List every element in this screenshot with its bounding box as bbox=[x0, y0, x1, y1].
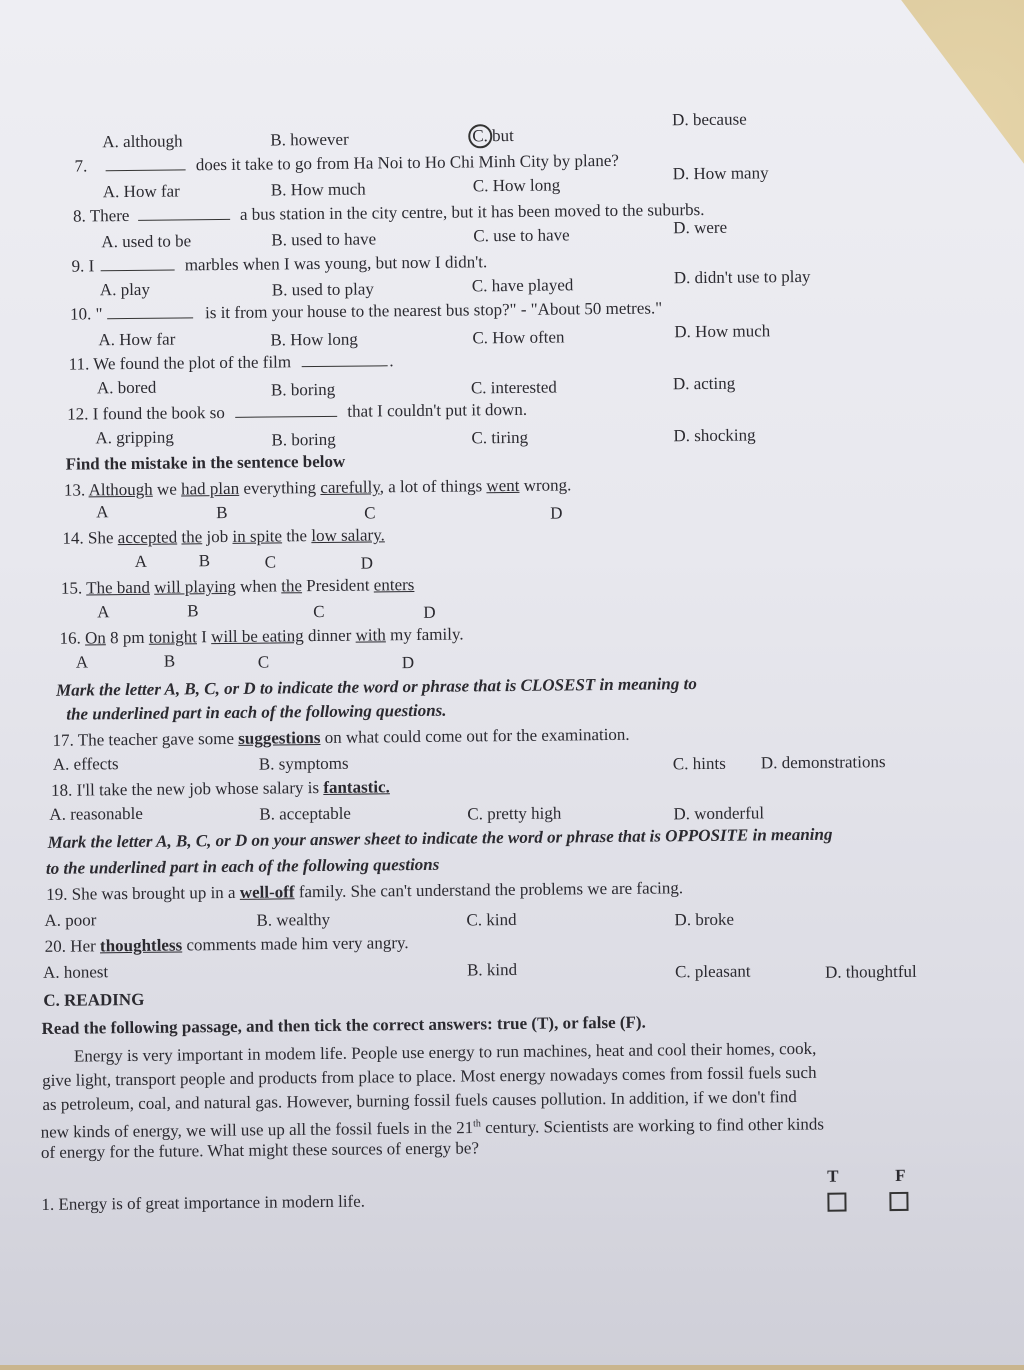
q15-word: when bbox=[240, 576, 278, 596]
q18-option-d[interactable]: D. wonderful bbox=[673, 803, 765, 824]
q18-option-b[interactable]: B. acceptable bbox=[259, 803, 352, 824]
q7-option-c[interactable]: C. How long bbox=[472, 175, 561, 196]
passage-line-4 bbox=[41, 1111, 825, 1143]
q14-underlined-d: low salary. bbox=[311, 525, 385, 546]
question-7 bbox=[74, 151, 618, 177]
reading-instructions: Read the following passage, and then tick the correct answers: true (T), or false (F). bbox=[41, 1012, 646, 1038]
q7-text: does it take to go from Ha Noi to Ho Chi Minh City by plane? bbox=[195, 150, 619, 175]
q16-label-b[interactable]: B bbox=[163, 651, 176, 671]
q8-option-a[interactable]: A. used to be bbox=[101, 231, 192, 252]
q14-underlined-a: accepted bbox=[117, 527, 178, 548]
question-9 bbox=[72, 252, 488, 276]
q17-key-word: suggestions bbox=[238, 728, 321, 748]
q15-underlined-c: the bbox=[281, 576, 303, 596]
closest-section-heading-line2: the underlined part in each of the following questions. bbox=[66, 700, 447, 724]
q10-blank[interactable] bbox=[107, 303, 193, 319]
q13-underlined-a: Although bbox=[88, 479, 153, 500]
q19-key-word: well-off bbox=[239, 882, 295, 902]
q16-label-d[interactable]: D bbox=[401, 653, 415, 673]
q18-option-c[interactable]: C. pretty high bbox=[467, 803, 562, 824]
q19-text: family. She can't understand the problems we are facing. bbox=[298, 878, 684, 902]
opposite-section-heading-line1: Mark the letter A, B, C, or D on your answer sheet to indicate the word or phrase that is OPPOSITE in meaning bbox=[47, 824, 833, 852]
q16-word: dinner bbox=[307, 625, 352, 646]
q20-prefix: 20. Her bbox=[44, 936, 96, 956]
question-12 bbox=[67, 400, 527, 425]
q9-prefix: 9. I bbox=[71, 256, 95, 276]
q10-option-d[interactable]: D. How much bbox=[674, 321, 771, 342]
q9-blank[interactable] bbox=[100, 256, 174, 272]
q13-underlined-d: went bbox=[486, 475, 520, 496]
q16-word: 8 pm bbox=[109, 627, 145, 648]
q9-option-d[interactable]: D. didn't use to play bbox=[673, 266, 811, 288]
q19-option-b[interactable]: B. wealthy bbox=[256, 909, 331, 930]
q17-prefix: 17. The teacher gave some bbox=[52, 728, 235, 750]
question-16 bbox=[59, 625, 463, 649]
q6-option-b[interactable]: B. however bbox=[270, 129, 349, 150]
q11-end: . bbox=[389, 351, 394, 371]
question-13 bbox=[64, 475, 572, 500]
q17-option-c[interactable]: C. hints bbox=[672, 753, 726, 774]
q11-option-a[interactable]: A. bored bbox=[96, 377, 157, 398]
q15-underlined-d: enters bbox=[373, 575, 415, 595]
closest-section-heading-line1: Mark the letter A, B, C, or D to indicate the word or phrase that is CLOSEST in meaning to bbox=[55, 674, 697, 700]
q10-option-a[interactable]: A. How far bbox=[98, 329, 176, 350]
q8-prefix: 8. There bbox=[72, 205, 130, 226]
q8-option-d[interactable]: D. were bbox=[673, 217, 728, 238]
q7-option-d[interactable]: D. How many bbox=[672, 163, 769, 184]
q6-option-a[interactable]: A. although bbox=[102, 131, 183, 152]
q15-underlined-b: will playing bbox=[154, 576, 236, 597]
q19-option-c[interactable]: C. kind bbox=[466, 909, 517, 930]
q12-prefix: 12. I found the book so bbox=[67, 402, 225, 424]
q16-underlined-c: will be eating bbox=[211, 626, 304, 647]
q15-word: President bbox=[306, 575, 370, 596]
q15-label-b[interactable]: B bbox=[187, 601, 199, 621]
question-10 bbox=[70, 298, 662, 324]
q10-option-b[interactable]: B. How long bbox=[270, 329, 358, 350]
q14-label-d[interactable]: D bbox=[360, 553, 374, 573]
q12-option-d[interactable]: D. shocking bbox=[673, 425, 756, 446]
q16-label-a[interactable]: A bbox=[75, 652, 89, 672]
q13-label-b[interactable]: B bbox=[216, 502, 228, 523]
q10-prefix: 10. " bbox=[70, 304, 103, 324]
q14-prefix: 14. She bbox=[62, 528, 114, 548]
q11-option-b[interactable]: B. boring bbox=[270, 379, 336, 400]
q15-label-c[interactable]: C bbox=[313, 601, 325, 622]
q10-option-c[interactable]: C. How often bbox=[472, 327, 565, 348]
q15-number: 15. bbox=[60, 578, 83, 598]
q6-option-c[interactable]: C. but bbox=[472, 125, 514, 146]
q16-underlined-b: tonight bbox=[148, 627, 198, 647]
q13-number: 13. bbox=[63, 480, 86, 500]
q7-option-b[interactable]: B. How much bbox=[270, 179, 366, 200]
q17-option-a[interactable]: A. effects bbox=[52, 754, 119, 774]
q17-text: on what could come out for the examination. bbox=[324, 724, 630, 747]
q20-option-d[interactable]: D. thoughtful bbox=[824, 961, 917, 982]
q18-key-word: fantastic. bbox=[323, 777, 390, 797]
tf-statement-1: 1. Energy is of great importance in modern life. bbox=[41, 1191, 366, 1214]
passage-line-1: Energy is very important in modem life. People use energy to run machines, heat and cool their homes, cook, bbox=[73, 1038, 817, 1066]
question-15 bbox=[61, 575, 415, 599]
passage-line-4-start: new kinds of energy, we will use up all the fossil fuels in the 21 bbox=[40, 1118, 474, 1142]
question-20 bbox=[45, 933, 409, 957]
question-14 bbox=[62, 525, 385, 548]
opposite-section-heading-line2: to the underlined part in each of the following questions bbox=[45, 854, 440, 878]
q19-option-a[interactable]: A. poor bbox=[44, 910, 97, 930]
q13-word: we bbox=[156, 479, 177, 499]
q12-option-a[interactable]: A. gripping bbox=[95, 427, 174, 448]
q20-option-a[interactable]: A. honest bbox=[42, 962, 109, 982]
q14-label-a[interactable]: A bbox=[134, 551, 148, 571]
q8-option-b[interactable]: B. used to have bbox=[271, 229, 377, 250]
q13-underlined-c: carefully bbox=[320, 477, 380, 497]
false-column-header: F bbox=[895, 1165, 906, 1186]
q8-text: a bus station in the city centre, but it has been moved to the suburbs. bbox=[239, 199, 705, 224]
q13-label-d[interactable]: D bbox=[550, 503, 563, 523]
mistake-section-heading: Find the mistake in the sentence below bbox=[65, 451, 346, 474]
q16-word: my family. bbox=[389, 624, 464, 645]
q7-blank[interactable] bbox=[105, 155, 185, 171]
q14-label-c[interactable]: C bbox=[264, 552, 277, 572]
true-checkbox-1[interactable] bbox=[827, 1193, 846, 1212]
reading-heading: C. READING bbox=[43, 989, 145, 1010]
q13-underlined-b: had plan bbox=[180, 478, 240, 499]
q6-option-d[interactable]: D. because bbox=[672, 109, 747, 130]
passage-line-2: give light, transport people and products from place to place. Most energy nowadays comes from fossil fuels such bbox=[42, 1062, 817, 1090]
q17-option-b[interactable]: B. symptoms bbox=[258, 753, 349, 774]
question-17 bbox=[52, 725, 629, 751]
q15-label-a[interactable]: A bbox=[97, 602, 110, 622]
q18-prefix: 18. I'll take the new job whose salary is bbox=[51, 778, 320, 800]
q20-key-word: thoughtless bbox=[99, 935, 183, 956]
q9-option-b[interactable]: B. used to play bbox=[271, 279, 374, 300]
q9-text: marbles when I was young, but now I didn't. bbox=[184, 252, 488, 275]
q16-label-c[interactable]: C bbox=[257, 652, 270, 672]
q11-blank[interactable] bbox=[301, 351, 387, 367]
q13-word: everything bbox=[243, 478, 317, 498]
q15-underlined-a: The band bbox=[86, 577, 151, 598]
q8-option-c[interactable]: C. use to have bbox=[473, 225, 570, 246]
q19-prefix: 19. She was brought up in a bbox=[46, 882, 236, 904]
q7-option-a[interactable]: A. How far bbox=[102, 181, 180, 202]
question-11 bbox=[69, 351, 394, 374]
passage-line-4-end: century. Scientists are working to find other kinds bbox=[485, 1114, 825, 1137]
q12-blank[interactable] bbox=[235, 402, 337, 418]
q13-word: , a lot of things bbox=[379, 476, 483, 497]
q20-option-b[interactable]: B. kind bbox=[466, 959, 518, 980]
q14-label-b[interactable]: B bbox=[198, 551, 211, 571]
false-checkbox-1[interactable] bbox=[889, 1192, 908, 1211]
q14-underlined-b: the bbox=[181, 527, 203, 547]
question-19 bbox=[46, 878, 683, 905]
q11-text: 11. We found the plot of the film bbox=[68, 352, 292, 374]
q16-underlined-a: On bbox=[84, 628, 106, 648]
ordinal-suffix: th bbox=[473, 1118, 481, 1130]
passage-line-5: of energy for the future. What might these sources of energy be? bbox=[40, 1138, 480, 1162]
q17-option-d[interactable]: D. demonstrations bbox=[760, 752, 886, 773]
q20-text: comments made him very angry. bbox=[186, 933, 409, 955]
q16-number: 16. bbox=[59, 628, 81, 648]
passage-line-3: as petroleum, coal, and natural gas. However, burning fossil fuels causes pollution. In addition, if we don't find bbox=[42, 1087, 797, 1114]
q19-option-d[interactable]: D. broke bbox=[674, 909, 735, 930]
q12-option-b[interactable]: B. boring bbox=[271, 429, 336, 450]
q20-option-c[interactable]: C. pleasant bbox=[674, 961, 751, 982]
q12-text: that I couldn't put it down. bbox=[347, 399, 528, 421]
q14-word: the bbox=[286, 526, 308, 546]
question-8 bbox=[73, 200, 705, 227]
q14-underlined-c: in spite bbox=[232, 526, 283, 546]
q9-option-a[interactable]: A. play bbox=[99, 279, 151, 300]
q13-label-a[interactable]: A bbox=[96, 502, 109, 522]
q12-option-c[interactable]: C. tiring bbox=[471, 427, 529, 448]
q15-label-d[interactable]: D bbox=[423, 602, 436, 622]
q11-option-c[interactable]: C. interested bbox=[470, 377, 557, 398]
q13-word: wrong. bbox=[523, 475, 572, 495]
q18-option-a[interactable]: A. reasonable bbox=[49, 803, 143, 824]
q9-option-c[interactable]: C. have played bbox=[471, 275, 574, 296]
q14-word: job bbox=[206, 526, 229, 547]
q8-blank[interactable] bbox=[138, 205, 230, 221]
q16-underlined-d: with bbox=[355, 625, 386, 645]
q7-number: 7. bbox=[74, 156, 88, 176]
true-column-header: T bbox=[827, 1166, 839, 1186]
q13-label-c[interactable]: C bbox=[364, 503, 376, 523]
question-18 bbox=[51, 777, 390, 801]
q10-text: is it from your house to the nearest bus stop?" - "About 50 metres." bbox=[204, 298, 663, 323]
q11-option-d[interactable]: D. acting bbox=[672, 373, 736, 394]
q16-word: I bbox=[201, 627, 207, 647]
